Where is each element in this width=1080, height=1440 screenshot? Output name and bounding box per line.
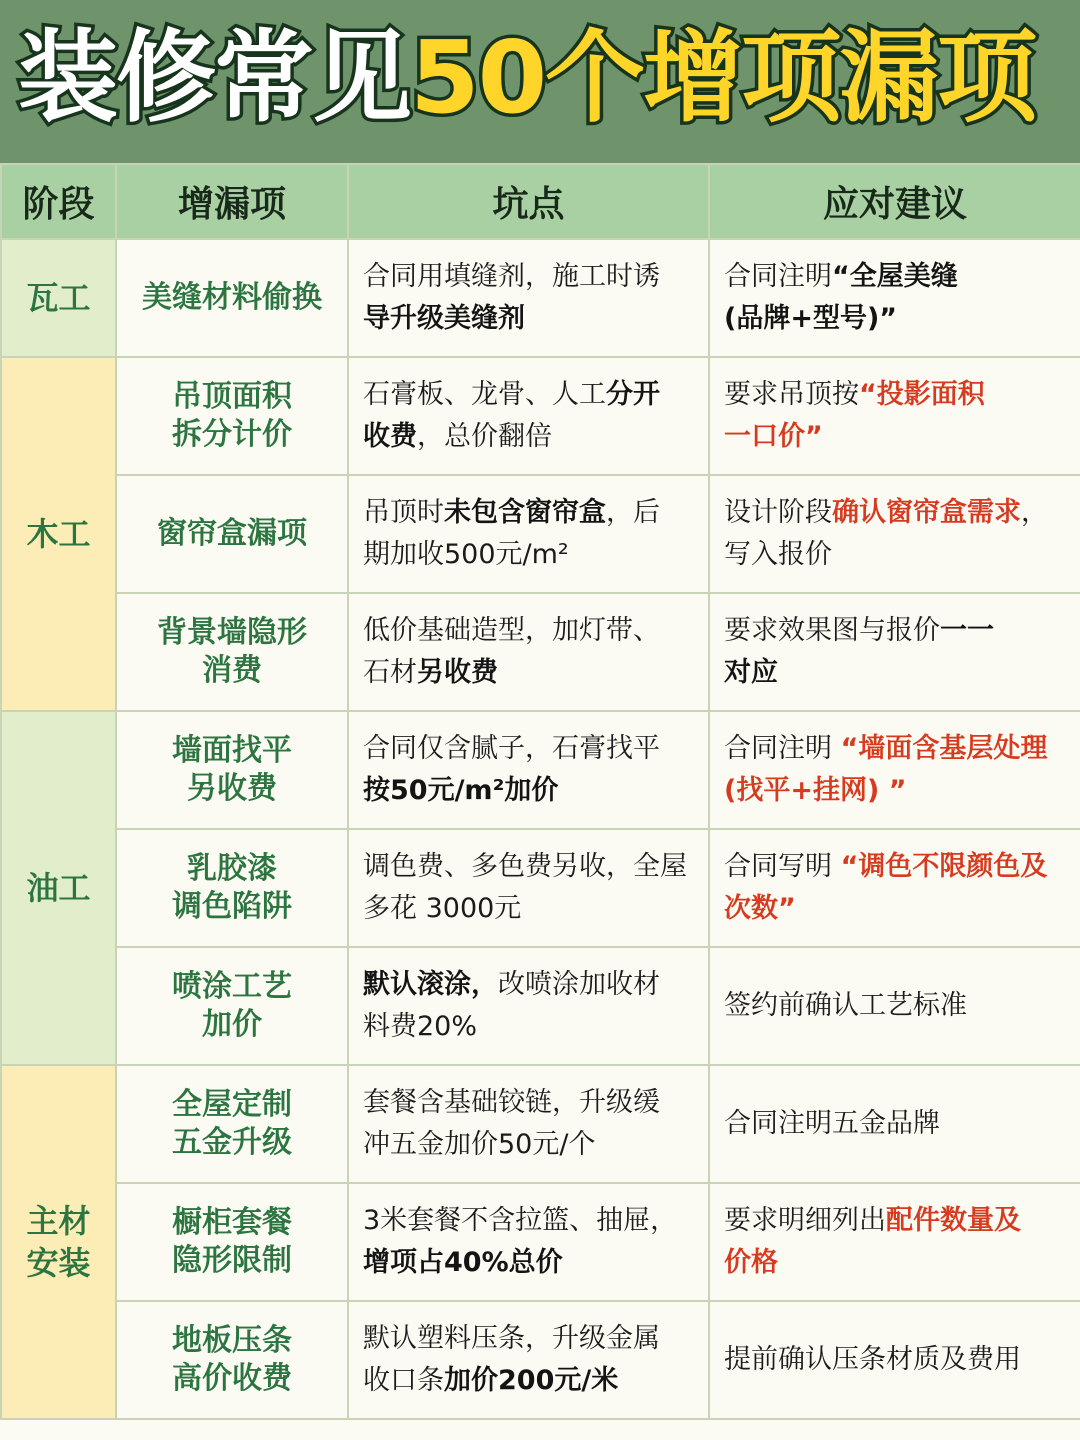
body-text: 调色费、多色费另收，全屋 多花 3000元	[363, 851, 687, 924]
pitfall-cell	[348, 1065, 709, 1183]
item-label-line: 美缝材料偷换	[142, 280, 322, 315]
stage-label: 主材 安装	[26, 1202, 91, 1282]
item-cell	[116, 475, 348, 593]
body-text: 默认塑料压条，升级金属 收口条	[363, 1323, 660, 1396]
pitfall-cell	[348, 593, 709, 711]
body-text: ，总价翻倍	[417, 421, 552, 452]
table-body	[1, 239, 1080, 1419]
body-text: 提前确认压条材质及费用	[724, 1344, 1021, 1375]
advice-cell	[709, 829, 1080, 947]
item-cell	[116, 829, 348, 947]
body-text: ，后 期加收500元/m²	[363, 497, 660, 570]
pitfall-cell	[348, 829, 709, 947]
pitfall-cell	[348, 947, 709, 1065]
emphasis-text: 按50元/m²加价	[363, 775, 559, 806]
stage-label: 木工	[26, 515, 91, 553]
table-row	[1, 947, 1080, 1065]
item-label-line: 窗帘盒漏项	[157, 516, 307, 551]
item-label-line: 加价	[202, 1007, 262, 1042]
header-pitfall: 坑点	[348, 164, 709, 239]
stage-cell	[1, 1065, 116, 1419]
highlight-text: “投影面积 一口价”	[724, 379, 985, 452]
item-cell	[116, 1301, 348, 1419]
body-text: 合同注明	[724, 733, 841, 764]
body-text: 合同注明五金品牌	[724, 1108, 940, 1139]
stage-cell	[1, 357, 116, 711]
emphasis-text: “全屋美缝 (品牌+型号)”	[724, 261, 958, 334]
table-row	[1, 1065, 1080, 1183]
pitfall-cell	[348, 711, 709, 829]
page-title	[18, 18, 1035, 138]
checklist-table	[0, 163, 1080, 1420]
pitfall-cell	[348, 357, 709, 475]
item-label-line: 隐形限制	[172, 1243, 292, 1278]
emphasis-text: 加价200元/米	[444, 1365, 619, 1396]
advice-cell	[709, 947, 1080, 1065]
item-label-line: 另收费	[187, 771, 277, 806]
header-advice: 应对建议	[709, 164, 1080, 239]
item-cell	[116, 357, 348, 475]
body-text: 要求效果图与报价	[724, 615, 940, 646]
advice-cell	[709, 357, 1080, 475]
pitfall-cell	[348, 475, 709, 593]
highlight-text: “调色不限颜色及 次数”	[724, 851, 1048, 924]
header-item: 增漏项	[116, 164, 348, 239]
highlight-text: 配件数量及 价格	[724, 1205, 1021, 1278]
body-text: 改喷涂加收材 料费20%	[363, 969, 660, 1042]
title-part-white: 装修常见	[18, 19, 410, 136]
pitfall-cell	[348, 1183, 709, 1301]
body-text: 设计阶段	[724, 497, 832, 528]
item-label-line: 高价收费	[172, 1361, 292, 1396]
advice-cell	[709, 1301, 1080, 1419]
table-header-row	[1, 164, 1080, 239]
body-text: 合同用填缝剂，施工时诱	[363, 261, 660, 292]
emphasis-text: 未包含窗帘盒	[444, 497, 606, 528]
table-row	[1, 711, 1080, 829]
advice-cell	[709, 1183, 1080, 1301]
item-cell	[116, 1183, 348, 1301]
advice-cell	[709, 475, 1080, 593]
stage-label: 瓦工	[26, 279, 91, 317]
item-cell	[116, 593, 348, 711]
body-text: ， 写入报价	[724, 497, 1048, 570]
title-part-yellow: 50个增项漏项	[410, 19, 1036, 136]
table-row	[1, 475, 1080, 593]
advice-cell	[709, 239, 1080, 357]
highlight-text: 确认窗帘盒需求	[832, 497, 1021, 528]
stage-label: 油工	[26, 869, 91, 907]
item-label-line: 吊顶面积	[172, 379, 292, 414]
emphasis-text: 增项占40%总价	[363, 1247, 563, 1278]
item-label-line: 消费	[202, 653, 262, 688]
emphasis-text: 分开 收费	[363, 379, 660, 452]
pitfall-cell	[348, 239, 709, 357]
item-cell	[116, 947, 348, 1065]
table-row	[1, 239, 1080, 357]
body-text: 石膏板、龙骨、人工	[363, 379, 606, 410]
item-cell	[116, 239, 348, 357]
item-cell	[116, 711, 348, 829]
body-text: 低价基础造型，加灯带、 石材	[363, 615, 660, 688]
item-label-line: 背景墙隐形	[157, 615, 307, 650]
advice-cell	[709, 711, 1080, 829]
item-label-line: 五金升级	[172, 1125, 292, 1160]
emphasis-text: 默认滚涂，	[363, 969, 498, 1000]
stage-cell	[1, 711, 116, 1065]
item-label-line: 乳胶漆	[187, 851, 277, 886]
emphasis-text: 一一 对应	[724, 615, 994, 688]
pitfall-cell	[348, 1301, 709, 1419]
item-label-line: 地板压条	[172, 1323, 292, 1358]
table-row	[1, 593, 1080, 711]
table-row	[1, 1301, 1080, 1419]
table-row	[1, 357, 1080, 475]
table-row	[1, 829, 1080, 947]
table-row	[1, 1183, 1080, 1301]
advice-cell	[709, 593, 1080, 711]
body-text: 签约前确认工艺标准	[724, 990, 967, 1021]
title-banner	[0, 0, 1080, 163]
body-text: 合同写明	[724, 851, 841, 882]
body-text: 套餐含基础铰链，升级缓 冲五金加价50元/个	[363, 1087, 660, 1160]
item-label-line: 橱柜套餐	[172, 1205, 292, 1240]
header-stage: 阶段	[1, 164, 116, 239]
item-label-line: 调色陷阱	[172, 889, 292, 924]
body-text: 合同注明	[724, 261, 832, 292]
advice-cell	[709, 1065, 1080, 1183]
body-text: 吊顶时	[363, 497, 444, 528]
item-cell	[116, 1065, 348, 1183]
body-text: 要求吊顶按	[724, 379, 859, 410]
emphasis-text: 另收费	[417, 657, 498, 688]
item-label-line: 墙面找平	[172, 733, 292, 768]
stage-cell	[1, 239, 116, 357]
item-label-line: 喷涂工艺	[172, 969, 292, 1004]
body-text: 合同仅含腻子，石膏找平	[363, 733, 660, 764]
body-text: 要求明细列出	[724, 1205, 886, 1236]
item-label-line: 拆分计价	[172, 417, 292, 452]
body-text: 3米套餐不含拉篮、抽屉，	[363, 1205, 678, 1236]
highlight-text: “墙面含基层处理 (找平+挂网) ”	[724, 733, 1048, 806]
emphasis-text: 导升级美缝剂	[363, 303, 525, 334]
item-label-line: 全屋定制	[172, 1087, 292, 1122]
